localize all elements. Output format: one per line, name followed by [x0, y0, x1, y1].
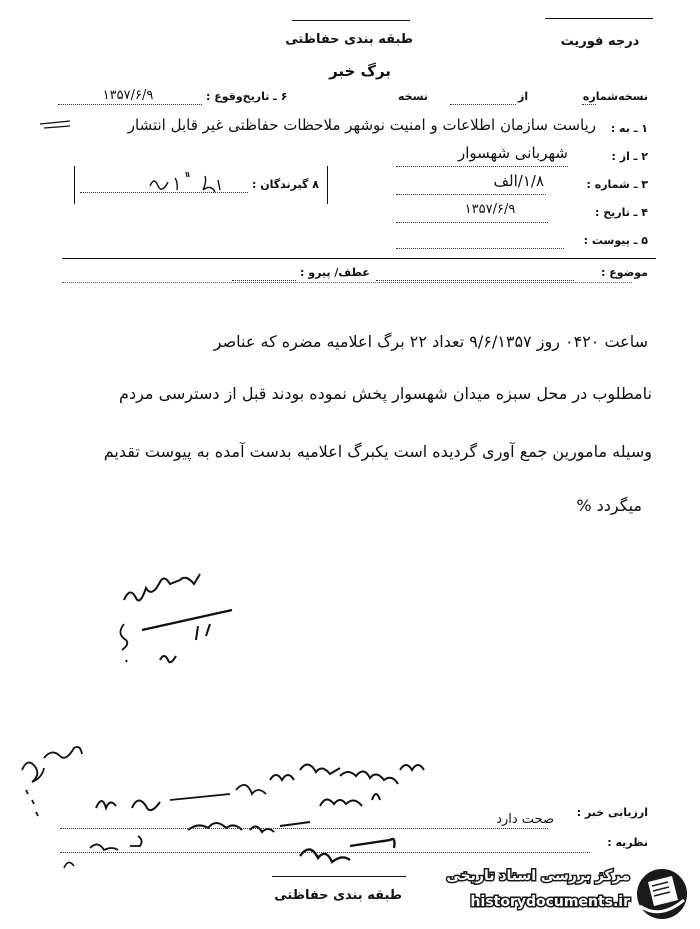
- evaluation-dots: [60, 828, 548, 829]
- watermark-title: مرکز بررسی اسناد تاریخی: [446, 868, 630, 884]
- top-classification-label: طبقه بندی حفاظتی: [285, 32, 413, 47]
- item6-value: ۱۳۵۷/۶/۹: [102, 88, 154, 103]
- body-line-1: ساعت ۰۴۲۰ روز ۹/۶/۱۳۵۷ تعداد ۲۲ برگ اعلامیه مضره که عناصر: [213, 332, 648, 351]
- item4-label: ۴ ـ تاریخ :: [594, 206, 648, 219]
- item1-label: ۱ ـ به :: [610, 122, 648, 135]
- item1-value: ریاست سازمان اطلاعات و امنیت نوشهر ملاحظات حفاظتی غیر قابل انتشار: [127, 116, 596, 134]
- copy-label: نسخه: [398, 90, 428, 103]
- opinion-dots: [60, 852, 590, 853]
- item4-value: ۱۳۵۷/۶/۹: [464, 202, 516, 217]
- copy-number-label: نسخه‌شماره: [582, 90, 648, 103]
- body-line-2: نامطلوب در محل سبزه میدان شهسوار پخش نموده بودند قبل از دسترسی مردم: [119, 384, 652, 403]
- form-title: برگ خبر: [329, 62, 391, 80]
- of-label: از: [518, 90, 529, 103]
- priority-label: درجه فوریت: [560, 34, 640, 49]
- subject-label: موضوع :: [601, 266, 648, 279]
- watermark: [424, 862, 692, 926]
- item5-label: ۵ ـ پیوست :: [583, 234, 648, 247]
- item2-value: شهربانی شهسوار: [458, 144, 568, 162]
- watermark-url: historydocuments.ir: [470, 894, 630, 910]
- opinion-label: نظریه :: [607, 836, 648, 849]
- item3-value: ۱/۸/الف: [493, 172, 544, 190]
- body-line-3: وسیله مامورین جمع آوری گردیده است یکبرگ اعلامیه بدست آمده به پیوست تقدیم: [103, 442, 652, 461]
- body-line-4: میگردد %: [576, 496, 642, 515]
- evaluation-value: صحت دارد: [496, 812, 554, 827]
- item6-label: ۶ ـ تاریخ‌وقوع :: [206, 90, 288, 103]
- item3-label: ۳ ـ شماره :: [586, 178, 648, 191]
- reference-label: عطف/ پیرو :: [300, 266, 370, 279]
- item2-label: ۲ ـ از :: [611, 150, 648, 163]
- item8-label: ۸ گیرندگان :: [252, 178, 319, 191]
- bottom-classification-label: طبقه بندی حفاظتی: [274, 888, 402, 903]
- bottom-classification-rule: [272, 876, 406, 877]
- evaluation-label: ارزیابی خبر :: [576, 806, 648, 819]
